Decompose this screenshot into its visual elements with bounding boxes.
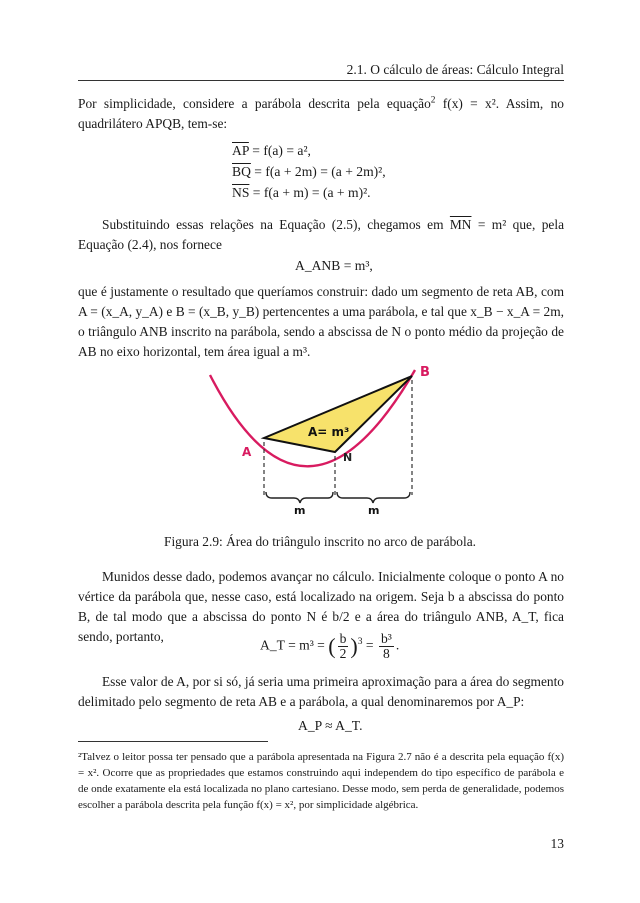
segment-label-m-right: m [368, 504, 380, 517]
footnote-mark: 2 [430, 95, 436, 106]
equation-ns: $\overline{NS} = f(a + m) = (a + m)^2$. [232, 185, 371, 200]
equation-area-triangle: A_T = m³ = ( $\frac{b}{2}$ )$^3$ = $\frac{\text{b³}}{8}$ . [260, 631, 400, 661]
paragraph-1: Por simplicidade, considere a parábola descrita pela equação$^2$ f(x) = x². Assim, no quadrilátero APQB, tem-se: [78, 95, 564, 131]
area-label: A= m³ [308, 425, 350, 439]
equation-ap-approx: A_P ≈ A_T. [298, 718, 363, 733]
point-label-n: N [343, 451, 353, 464]
bracket-right [337, 492, 410, 503]
figure-svg [180, 360, 455, 520]
figure-caption: Figura 2.9: Área do triângulo inscrito no arco de parábola. [164, 534, 476, 549]
bracket-left [266, 492, 333, 503]
figure-parabola-triangle [180, 360, 455, 520]
paragraph-3: que é justamente o resultado que queríamos construir: dado um segmento de reta AB, com A = (x_A, y_A) e B = (x_B, y_B) pertencentes a uma parábola, e tal que x_B − x_A = 2m, o triângulo ANB inscrito na parábola, sendo a abscissa de N o ponto médio da projeção de AB no eixo horizontal, tem área igual a m³. [78, 284, 564, 359]
header-rule [78, 80, 564, 81]
equation-area-anb: A_ANB = m³, [295, 258, 373, 273]
segment-label-m-left: m [294, 504, 306, 517]
point-label-b: B [420, 365, 430, 380]
running-head: 2.1. O cálculo de áreas: Cálculo Integral [346, 62, 564, 77]
inscribed-triangle [264, 376, 412, 452]
footnote-rule [78, 741, 268, 742]
paragraph-2: Substituindo essas relações na Equação (2.5), chegamos em $\overline{MN} = m^2$ que, pela Equação (2.4), nos fornece [78, 217, 565, 252]
paragraph-5: Esse valor de A, por si só, já seria uma primeira aproximação para a área do segmento delimitado pelo segmento de reta AB e a parábola, a qual denominaremos por A_P: [78, 674, 564, 709]
equation-bq: $\overline{BQ} = f(a + 2m) = (a + 2m)^2$, [232, 164, 386, 179]
page-number: 13 [550, 836, 564, 851]
paragraph-4: Munidos desse dado, podemos avançar no cálculo. Inicialmente coloque o ponto A no vértice da parábola que, nesse caso, está localizado na origem. Seja b a abscissa do ponto B, de tal modo que a abscissa do ponto N é b/2 e a área do triângulo ANB, A_T, fica sendo, portanto, [78, 569, 564, 644]
footnote: ²Talvez o leitor possa ter pensado que a parábola apresentada na Figura 2.7 não é a descrita pela equação f(x) = x². Ocorre que as propriedades que estamos construindo aqui independem do tipo específico de parábola e de onde exatamente ela está localizada no plano cartesiano. Desse modo, sem perda de generalidade, podemos escolher a parábola descrita pela função f(x) = x², por simplicidade algébrica. [78, 751, 564, 811]
point-label-a: A [242, 445, 252, 459]
equation-ap: $\overline{AP} = f(a) = a^2$, [232, 143, 311, 158]
